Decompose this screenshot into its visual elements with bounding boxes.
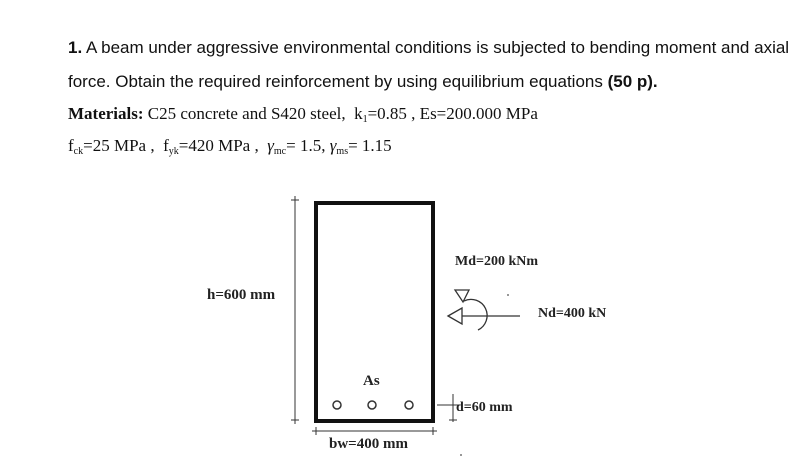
gamma-ms-value: = 1.15 — [348, 136, 392, 155]
fyk-symbol: f — [163, 136, 169, 155]
materials-text: C25 concrete and S420 steel, — [147, 104, 346, 123]
gamma-mc-subscript: mc — [273, 146, 287, 157]
width-dimension-line — [312, 427, 437, 435]
height-label: h=600 mm — [207, 287, 276, 303]
problem-line-2-text: force. Obtain the required reinforcement by using equilibrium equations — [68, 72, 603, 91]
axial-force-arrow — [448, 308, 520, 324]
problem-points: (50 p). — [607, 72, 658, 91]
decorative-dot — [507, 294, 509, 296]
materials-label: Materials: — [68, 104, 144, 123]
rebar-right — [405, 401, 413, 409]
steel-area-label: As — [363, 373, 380, 389]
fyk-subscript: yk — [168, 146, 179, 157]
problem-line-1-text: A beam under aggressive environmental conditions is subjected to bending moment and axial — [85, 38, 790, 57]
gamma-mc-value: = 1.5, — [286, 136, 326, 155]
decorative-dot — [460, 454, 462, 456]
cover-label: d=60 mm — [456, 400, 513, 415]
width-label: bw=400 mm — [329, 436, 408, 452]
gamma-ms-subscript: ms — [336, 146, 349, 157]
problem-number: 1. — [68, 38, 83, 57]
fck-value: =25 MPa , — [83, 136, 155, 155]
axial-force-label: Nd=400 kN — [538, 306, 607, 321]
fyk-value: =420 MPa , — [178, 136, 259, 155]
fck-subscript: ck — [73, 146, 84, 157]
moment-label: Md=200 kNm — [455, 254, 539, 269]
k1-subscript: 1 — [362, 114, 368, 125]
k1-value: =0.85 , Es=200.000 MPa — [367, 104, 538, 123]
gamma-mc-symbol: γ — [267, 136, 274, 155]
k1-symbol: k — [354, 104, 363, 123]
gamma-ms-symbol: γ — [329, 136, 337, 155]
height-dimension-line — [291, 196, 299, 424]
rebar-middle — [368, 401, 376, 409]
rebar-left — [333, 401, 341, 409]
fck-symbol: f — [68, 136, 74, 155]
